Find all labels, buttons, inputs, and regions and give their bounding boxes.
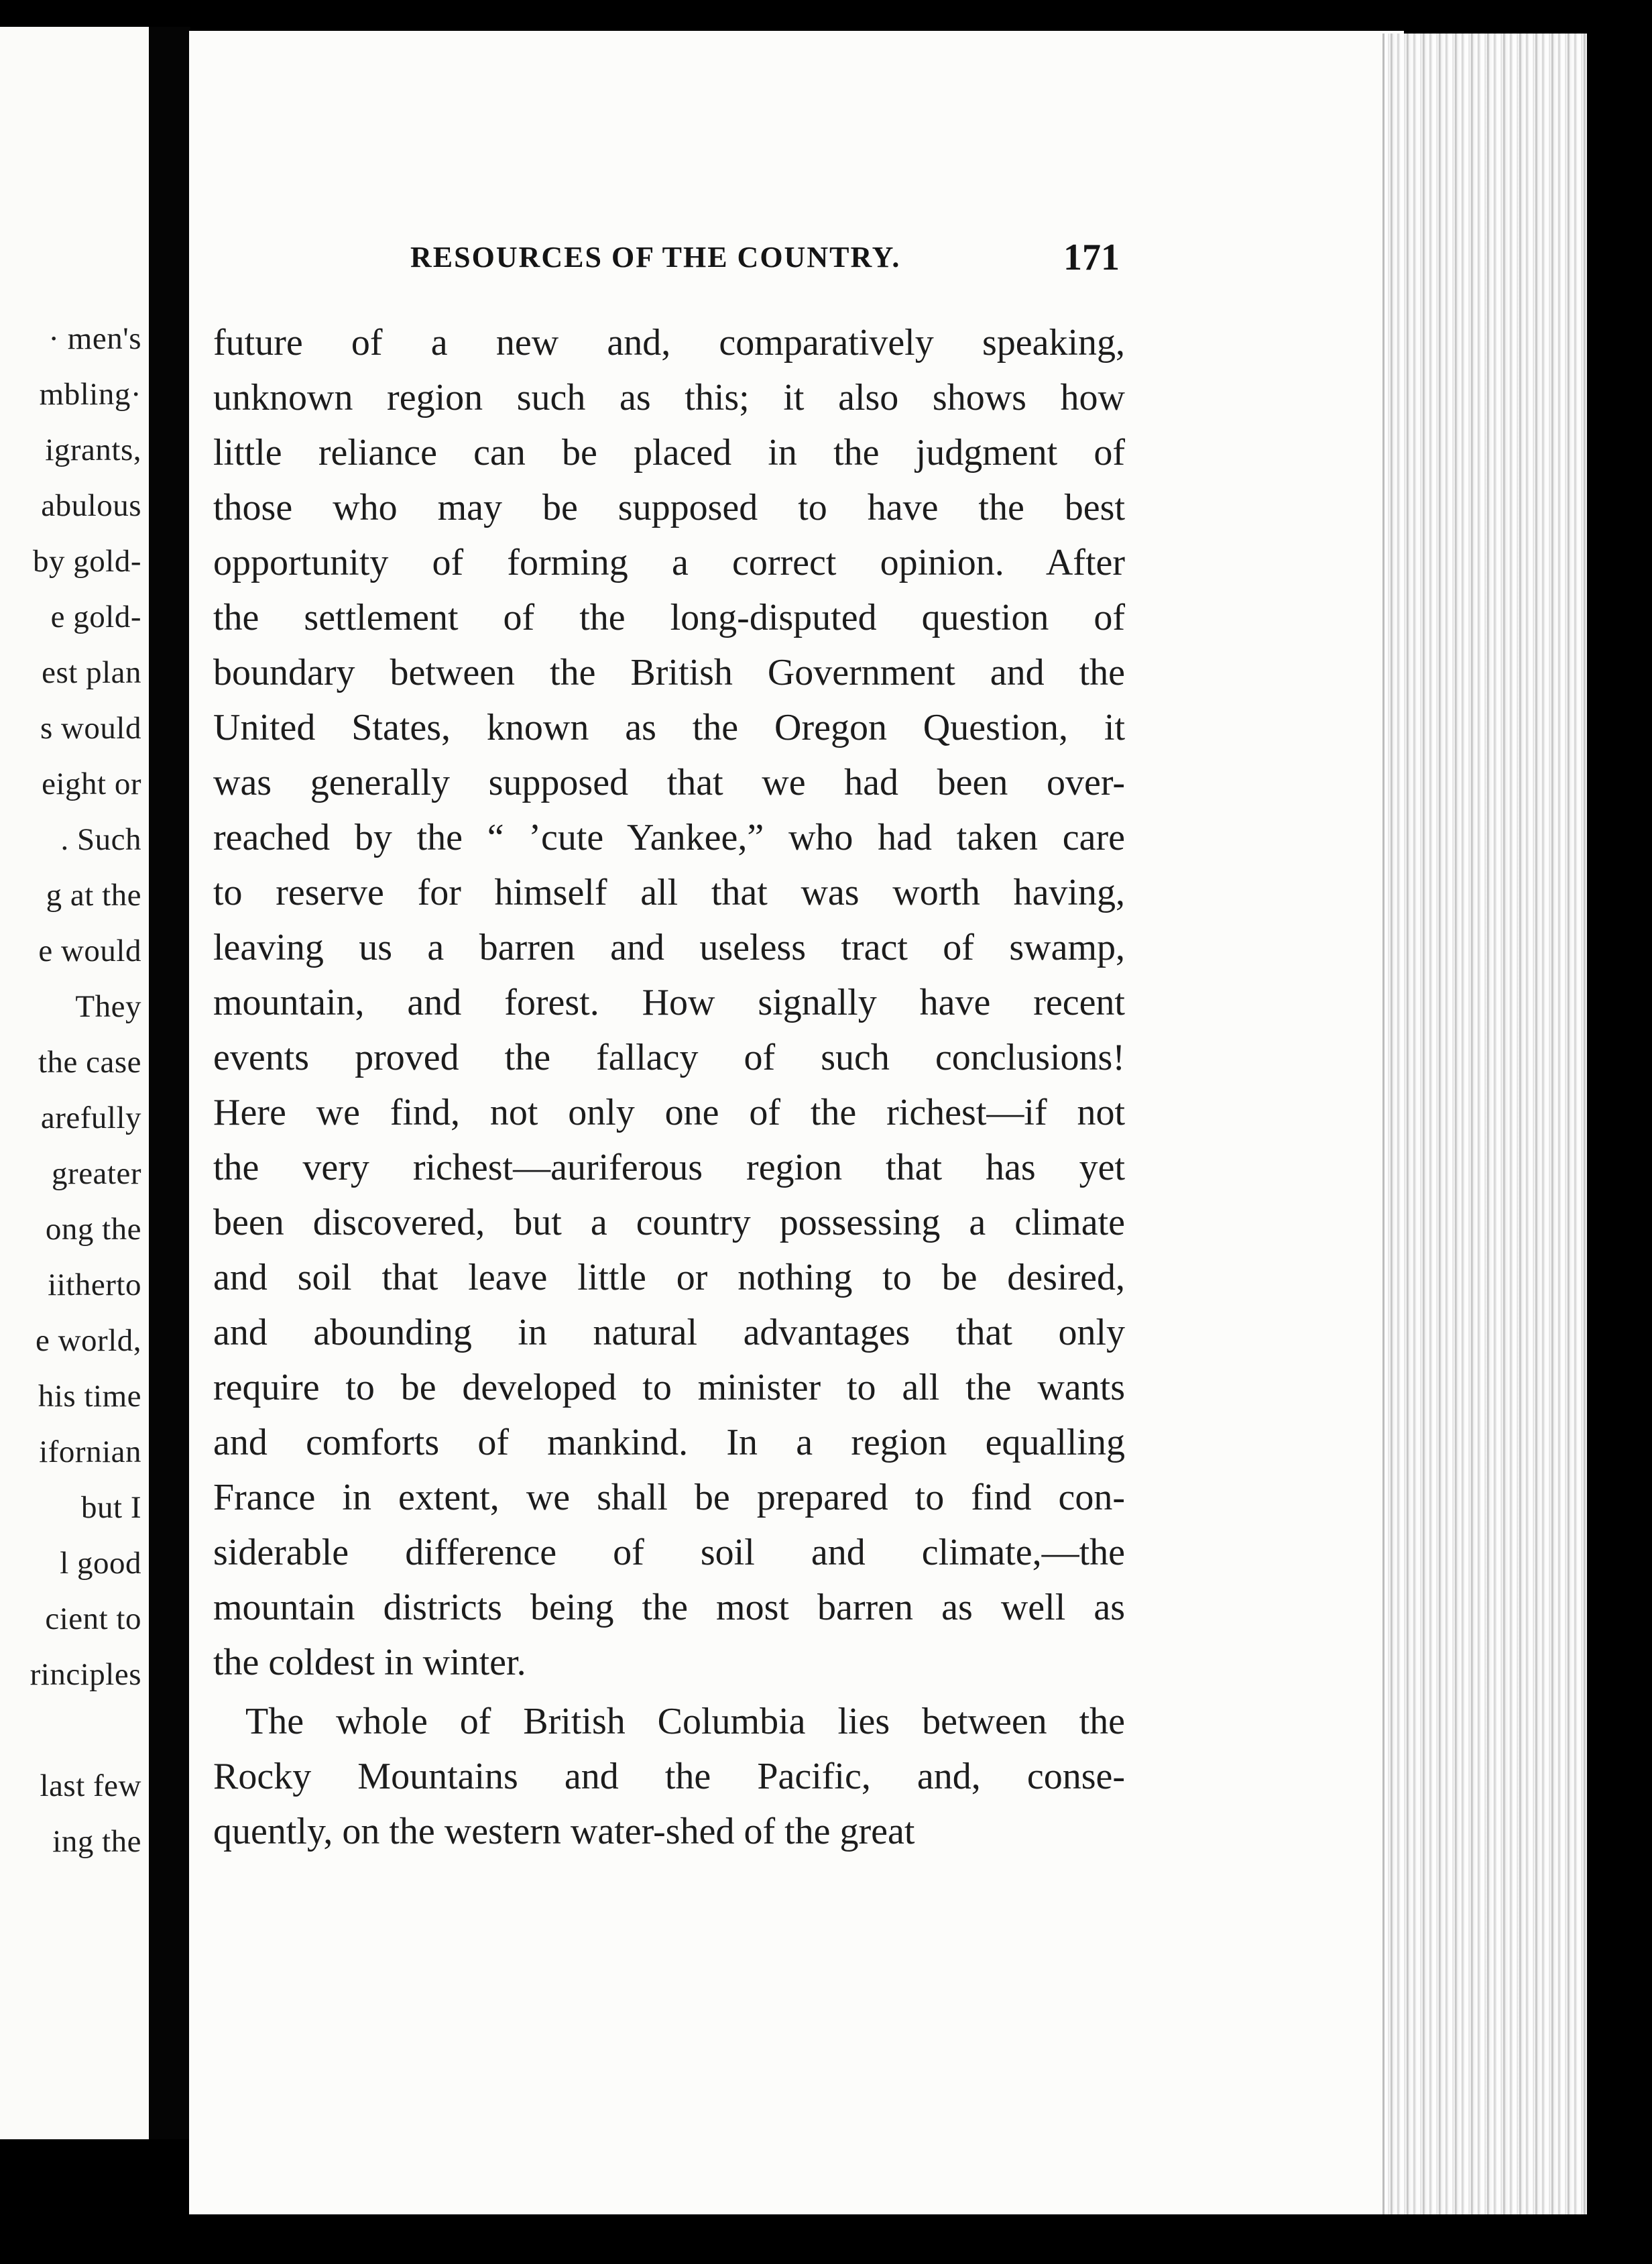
- facing-page-line: e world,: [35, 1323, 141, 1358]
- body-line: those who may be supposed to have the best: [213, 487, 1125, 528]
- facing-page-line: ing the: [52, 1824, 141, 1859]
- body-line: mountain, and forest. How signally have recent: [213, 982, 1125, 1023]
- body-line: leaving us a barren and useless tract of swamp,: [213, 927, 1125, 968]
- facing-page-fragment: [0, 27, 151, 2139]
- book-gutter: [149, 27, 190, 2139]
- facing-page-line: abulous: [41, 488, 141, 523]
- body-line: was generally supposed that we had been over-: [213, 762, 1125, 803]
- facing-page-line: igrants,: [45, 433, 141, 467]
- facing-page-line: rinciples: [30, 1657, 141, 1692]
- facing-page-line: the case: [38, 1045, 141, 1080]
- facing-page-line: last few: [40, 1768, 141, 1803]
- body-text: [213, 315, 1125, 1859]
- facing-page-line: arefully: [40, 1100, 141, 1135]
- facing-page-line: greater: [52, 1156, 141, 1191]
- body-line: and abounding in natural advantages that only: [213, 1312, 1125, 1353]
- body-line: the settlement of the long-disputed question of: [213, 597, 1125, 638]
- page-number: 171: [1063, 237, 1120, 278]
- body-line: The whole of British Columbia lies between the: [245, 1701, 1125, 1742]
- body-line: and soil that leave little or nothing to be desired,: [213, 1257, 1125, 1298]
- facing-page-line: ong the: [45, 1212, 141, 1247]
- facing-page-line: e would: [38, 933, 141, 968]
- facing-page-line: . Such: [60, 822, 141, 857]
- running-head: [410, 236, 1134, 276]
- facing-page-line: but I: [81, 1490, 141, 1525]
- body-line: been discovered, but a country possessing a climate: [213, 1202, 1125, 1243]
- facing-page-line: They: [75, 989, 141, 1024]
- body-line: little reliance can be placed in the judgment of: [213, 432, 1125, 473]
- body-line: future of a new and, comparatively speaking,: [213, 322, 1125, 363]
- body-line: the very richest—auriferous region that has yet: [213, 1147, 1125, 1188]
- body-line: and comforts of mankind. In a region equalling: [213, 1422, 1125, 1463]
- body-line: to reserve for himself all that was worth having,: [213, 872, 1125, 913]
- body-line: reached by the “ ’cute Yankee,” who had taken care: [213, 817, 1125, 858]
- facing-page-line: l good: [60, 1546, 141, 1581]
- body-line: unknown region such as this; it also shows how: [213, 377, 1125, 418]
- facing-page-line: · men's: [48, 321, 141, 356]
- facing-page-line: cient to: [45, 1601, 141, 1636]
- facing-page-line: by gold-: [33, 544, 141, 579]
- facing-page-line: ifornian: [39, 1434, 141, 1469]
- body-line: events proved the fallacy of such conclusions!: [213, 1037, 1125, 1078]
- body-line: require to be developed to minister to all the wants: [213, 1367, 1125, 1408]
- body-line: quently, on the western water-shed of the great: [213, 1811, 915, 1852]
- facing-page-line: e gold-: [50, 600, 141, 634]
- page-edges-stack: [1382, 34, 1614, 2214]
- body-line: the coldest in winter.: [213, 1642, 526, 1683]
- running-title: RESOURCES OF THE COUNTRY.: [410, 241, 901, 274]
- body-line: boundary between the British Government and the: [213, 652, 1125, 693]
- body-line: France in extent, we shall be prepared to find con-: [213, 1477, 1125, 1518]
- body-line: Rocky Mountains and the Pacific, and, conse-: [213, 1756, 1125, 1797]
- facing-page-line: g at the: [46, 878, 141, 913]
- body-line: opportunity of forming a correct opinion. After: [213, 542, 1125, 583]
- facing-page-line: iitherto: [48, 1267, 141, 1302]
- body-line: siderable difference of soil and climate,—the: [213, 1532, 1125, 1573]
- facing-page-line: s would: [40, 711, 141, 746]
- facing-page-line: eight or: [42, 767, 141, 801]
- facing-page-line: est plan: [42, 655, 141, 690]
- facing-page-line: mbling·: [39, 377, 141, 412]
- body-line: Here we find, not only one of the richest—if not: [213, 1092, 1125, 1133]
- body-line: United States, known as the Oregon Question, it: [213, 707, 1125, 748]
- body-line: mountain districts being the most barren as well as: [213, 1587, 1125, 1628]
- facing-page-line: his time: [38, 1379, 141, 1414]
